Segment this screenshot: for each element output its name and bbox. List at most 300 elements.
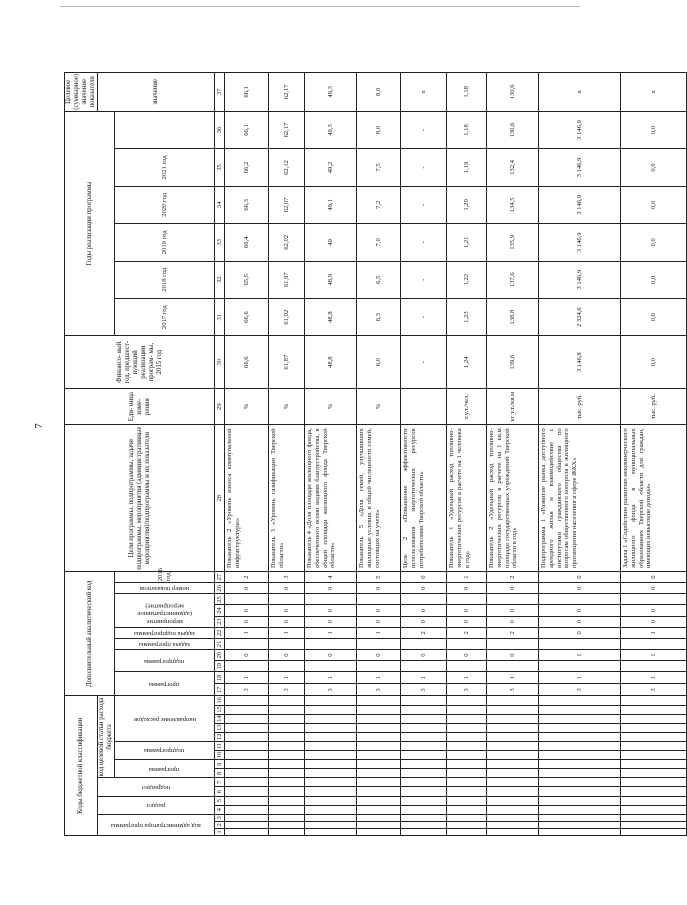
column-number: 5 <box>215 796 225 805</box>
header-indicator-number: номер показателя <box>115 583 215 594</box>
analytic-code-cell: 1 <box>447 572 487 583</box>
table-row <box>225 73 269 836</box>
budget-code-cell <box>447 778 487 787</box>
budget-code-cell <box>487 814 539 821</box>
budget-code-cell <box>487 723 539 732</box>
budget-code-cell <box>269 769 305 778</box>
budget-code-cell <box>357 769 401 778</box>
analytic-code-cell: 0 <box>269 583 305 594</box>
budget-code-cell <box>621 814 687 821</box>
row-year-value: 7,0 <box>357 224 401 261</box>
budget-code-cell <box>225 705 269 714</box>
budget-code-cell <box>401 732 447 741</box>
analytic-code-cell <box>621 661 687 672</box>
analytic-code-cell <box>357 638 401 649</box>
header-additional-code: Дополнительный аналитический код <box>65 572 115 696</box>
header-subprogram: подпрограмма <box>115 742 215 760</box>
row-year-value: 66,1 <box>225 111 269 149</box>
budget-code-cell <box>269 821 305 828</box>
analytic-code-cell: 3 <box>269 684 305 696</box>
budget-code-cell <box>447 821 487 828</box>
analytic-code-cell <box>621 594 687 605</box>
budget-code-cell <box>269 732 305 741</box>
budget-code-cell <box>621 714 687 723</box>
budget-code-cell <box>305 723 357 732</box>
budget-code-cell <box>539 742 621 751</box>
budget-code-cell <box>621 796 687 805</box>
row-year-value: 66,2 <box>225 149 269 186</box>
analytic-code-cell: 1 <box>225 627 269 638</box>
row-year-value: 132,4 <box>487 149 539 186</box>
row-year-value: 1,20 <box>447 186 487 223</box>
budget-code-cell <box>401 787 447 796</box>
analytic-code-cell: 0 <box>539 627 621 638</box>
budget-code-cell <box>305 796 357 805</box>
row-unit: % <box>305 388 357 424</box>
row-year-value: 3 146,9 <box>539 149 621 186</box>
row-unit: % <box>225 388 269 424</box>
analytic-code-cell: 0 <box>539 572 621 583</box>
column-number: 22 <box>215 627 225 638</box>
row-name: Показатель 2 «Уровень износа коммунальной инфраструктуры» <box>225 425 269 572</box>
row-year-value: 2 324,6 <box>539 298 621 335</box>
budget-code-cell <box>269 805 305 814</box>
analytic-code-cell <box>447 594 487 605</box>
analytic-code-cell: 0 <box>269 650 305 661</box>
analytic-code-cell: 0 <box>357 650 401 661</box>
row-unit: % <box>357 388 401 424</box>
analytic-code-cell: 2 <box>225 572 269 583</box>
budget-code-cell <box>225 760 269 769</box>
budget-code-cell <box>357 805 401 814</box>
analytic-code-cell: 0 <box>401 616 447 627</box>
budget-code-cell <box>401 742 447 751</box>
column-number: 27 <box>215 572 225 583</box>
header-years-group: Годы реализации программы <box>65 111 115 336</box>
table-row <box>447 73 487 836</box>
rotated-sheet <box>64 72 657 836</box>
budget-code-cell <box>357 760 401 769</box>
budget-code-cell <box>447 742 487 751</box>
budget-code-cell <box>225 821 269 828</box>
budget-code-cell <box>401 714 447 723</box>
row-year-value: 65,5 <box>225 261 269 298</box>
budget-code-cell <box>447 828 487 835</box>
analytic-code-cell: 0 <box>539 616 621 627</box>
page-number: 7 <box>32 423 45 429</box>
column-number: 25 <box>215 594 225 605</box>
budget-code-cell <box>357 787 401 796</box>
row-year-value: 49,2 <box>305 149 357 186</box>
budget-code-cell <box>225 714 269 723</box>
analytic-code-cell <box>269 594 305 605</box>
column-number: 11 <box>215 742 223 750</box>
row-unit: т.у.т./чел. <box>447 388 487 424</box>
budget-code-cell <box>539 723 621 732</box>
analytic-code-cell: 0 <box>305 583 357 594</box>
row-year-value: 0,0 <box>621 111 687 149</box>
column-number: 34 <box>215 186 225 223</box>
budget-code-cell <box>269 814 305 821</box>
analytic-code-cell: 0 <box>539 583 621 594</box>
budget-code-cell <box>539 751 621 760</box>
program-table <box>64 72 687 836</box>
budget-code-cell <box>539 769 621 778</box>
analytic-code-cell: 3 <box>269 572 305 583</box>
budget-code-cell <box>401 705 447 714</box>
analytic-code-cell: 1 <box>539 650 621 661</box>
row-name: Подпрограмма 1 «Развитие рынка доступного арендного жилья и взаимодействие с институтами гражданского общества по вопросам общественного контроля в жилищного просвещения населения в сфере ЖКХ» <box>539 425 621 572</box>
budget-code-cell <box>305 814 357 821</box>
row-name: Показатель 2 «Удельный расход топливно-энергетических ресурсов в расчете на 1 кв.м площади государственных учреждений Тверской области в год» <box>487 425 539 572</box>
budget-code-cell <box>357 696 401 705</box>
budget-code-cell <box>305 778 357 787</box>
header-year-2016: 2016 год <box>115 572 215 583</box>
budget-code-cell <box>621 828 687 835</box>
analytic-code-cell: 0 <box>305 605 357 616</box>
budget-code-cell <box>621 760 687 769</box>
column-number: 24 <box>215 605 225 616</box>
row-unit <box>401 388 447 424</box>
row-year-value: 137,6 <box>487 261 539 298</box>
budget-code-cell <box>487 696 539 705</box>
budget-code-cell <box>487 769 539 778</box>
analytic-code-cell: 0 <box>487 605 539 616</box>
row-year-value: 62,17 <box>269 111 305 149</box>
budget-code-cell <box>269 696 305 705</box>
budget-code-cell <box>447 751 487 760</box>
row-year-value: 3 146,9 <box>539 224 621 261</box>
budget-code-cell <box>225 732 269 741</box>
budget-code-cell <box>357 705 401 714</box>
analytic-code-cell: 1 <box>621 672 687 684</box>
analytic-code-cell: 1 <box>621 627 687 638</box>
row-year-value: 62,02 <box>269 224 305 261</box>
analytic-code-cell: 1 <box>539 672 621 684</box>
budget-code-cell <box>447 787 487 796</box>
budget-code-cell <box>447 696 487 705</box>
budget-code-cell <box>357 742 401 751</box>
analytic-code-cell <box>269 638 305 649</box>
header-add-subprogram: подпрограмма <box>115 650 215 672</box>
header-name: Цели программы, подпрограммы, задачи подпрограммы, мероприятия (административные мероприятия)/подпрограммы и их показатели <box>65 425 215 572</box>
row-year-value: 61,97 <box>269 261 305 298</box>
budget-code-cell <box>539 714 621 723</box>
analytic-code-cell: 3 <box>305 684 357 696</box>
budget-code-cell <box>539 787 621 796</box>
table-row <box>539 73 621 836</box>
analytic-code-cell: 3 <box>621 684 687 696</box>
budget-code-cell <box>539 705 621 714</box>
row-year-value: 7,5 <box>357 149 401 186</box>
budget-code-cell <box>447 814 487 821</box>
analytic-code-cell: 1 <box>305 627 357 638</box>
row-year-value: 49 <box>305 224 357 261</box>
row-unit: тыс. руб. <box>539 388 621 424</box>
analytic-code-cell: 1 <box>269 627 305 638</box>
row-year-value: 0,0 <box>621 149 687 186</box>
budget-code-cell <box>539 796 621 805</box>
budget-code-cell <box>487 705 539 714</box>
budget-code-cell <box>447 796 487 805</box>
column-number: 28 <box>215 425 225 572</box>
header-year-2021: 2021 год <box>115 149 215 186</box>
row-year-value: 6,3 <box>357 298 401 335</box>
column-number: 13 <box>215 724 223 731</box>
analytic-code-cell: 2 <box>401 627 447 638</box>
column-number: 2 <box>215 823 223 827</box>
row-year-value: 66,3 <box>225 186 269 223</box>
budget-code-cell <box>487 796 539 805</box>
analytic-code-cell: 0 <box>225 616 269 627</box>
row-name: Цель 2 «Повышение эффективности использования энергетических ресурсов потребителями Тверской области» <box>401 425 447 572</box>
analytic-code-cell <box>305 661 357 672</box>
row-fin-year-value: 1,24 <box>447 336 487 389</box>
budget-code-cell <box>539 821 621 828</box>
row-year-value: 48,9 <box>305 261 357 298</box>
budget-code-cell <box>621 742 687 751</box>
analytic-code-cell <box>357 594 401 605</box>
analytic-code-cell <box>225 661 269 672</box>
header-target-value: Целевое (суммарное) значение показателя <box>65 73 97 110</box>
table-row <box>621 73 687 836</box>
row-year-value: 134,5 <box>487 186 539 223</box>
budget-code-cell <box>539 814 621 821</box>
budget-code-cell <box>401 828 447 835</box>
analytic-code-cell: 0 <box>621 572 687 583</box>
column-number: 9 <box>215 760 225 769</box>
column-number: 17 <box>215 684 225 696</box>
row-unit: кг у.т./кв.м <box>487 388 539 424</box>
budget-code-cell <box>447 705 487 714</box>
budget-code-cell <box>401 696 447 705</box>
table-body <box>225 73 687 836</box>
budget-code-cell <box>305 805 357 814</box>
row-year-value: 1,22 <box>447 261 487 298</box>
budget-code-cell <box>621 805 687 814</box>
budget-code-cell <box>305 732 357 741</box>
budget-code-cell <box>269 760 305 769</box>
analytic-code-cell: 0 <box>357 616 401 627</box>
row-year-value: 138,8 <box>487 298 539 335</box>
table-header <box>65 73 225 836</box>
column-number: 30 <box>215 336 225 389</box>
analytic-code-cell: 0 <box>401 650 447 661</box>
row-year-value: 0,0 <box>621 186 687 223</box>
analytic-code-cell: 0 <box>225 650 269 661</box>
row-year-value: 62,07 <box>269 186 305 223</box>
column-number: 18 <box>215 672 225 684</box>
budget-code-cell <box>487 805 539 814</box>
row-year-value: 3 146,9 <box>539 111 621 149</box>
analytic-code-cell: 3 <box>401 684 447 696</box>
row-year-value: 48,8 <box>305 298 357 335</box>
analytic-code-cell: 0 <box>357 605 401 616</box>
budget-code-cell <box>447 760 487 769</box>
column-number: 23 <box>215 616 225 627</box>
analytic-code-cell: 0 <box>447 605 487 616</box>
budget-code-cell <box>305 769 357 778</box>
column-number: 36 <box>215 111 225 149</box>
column-number: 8 <box>215 769 225 778</box>
header-year-2017: 2017 год <box>115 298 215 335</box>
row-fin-year-value: 6,0 <box>357 336 401 389</box>
row-fin-year-value: 0,0 <box>621 336 687 389</box>
analytic-code-cell <box>401 594 447 605</box>
header-unit: Еди- ница изме- рения <box>65 388 215 424</box>
analytic-code-cell <box>487 661 539 672</box>
row-name: Задача 1 «Содействие развитию некоммерческого жилищного фонда в муниципальных образованиях Тверской области для граждан, имеющих невысокие доходы» <box>621 425 687 572</box>
row-year-value: 61,92 <box>269 298 305 335</box>
column-number: 19 <box>215 661 225 672</box>
budget-code-cell <box>357 828 401 835</box>
budget-code-cell <box>621 696 687 705</box>
row-name: Показатель 3 «Уровень газификации Тверской области» <box>269 425 305 572</box>
analytic-code-cell: 2 <box>447 627 487 638</box>
budget-code-cell <box>305 751 357 760</box>
table-row <box>401 73 447 836</box>
budget-code-cell <box>305 714 357 723</box>
analytic-code-cell: 1 <box>269 672 305 684</box>
analytic-code-cell: 0 <box>269 605 305 616</box>
row-year-value: - <box>401 298 447 335</box>
column-number: 4 <box>215 805 225 814</box>
budget-code-cell <box>225 696 269 705</box>
budget-code-cell <box>621 787 687 796</box>
budget-code-cell <box>305 821 357 828</box>
column-number: 21 <box>215 638 225 649</box>
row-target-value: x <box>621 73 687 112</box>
row-year-value: - <box>401 261 447 298</box>
budget-code-cell <box>269 828 305 835</box>
budget-code-cell <box>357 778 401 787</box>
header-measure: мероприятие (административное мероприятие) <box>115 594 215 627</box>
row-year-value: 7,2 <box>357 186 401 223</box>
budget-code-cell <box>225 769 269 778</box>
budget-code-cell <box>621 751 687 760</box>
header-task-program: задача программы <box>115 638 215 649</box>
row-year-value: 6,5 <box>357 261 401 298</box>
analytic-code-cell: 0 <box>447 616 487 627</box>
row-year-value: 66,6 <box>225 298 269 335</box>
row-target-value: x <box>539 73 621 112</box>
budget-code-cell <box>225 814 269 821</box>
header-fin-year: Финансо- вый год, предшест- вующий реализации програм- мы, 2015 год <box>65 336 215 389</box>
budget-code-cell <box>225 751 269 760</box>
budget-code-cell <box>621 732 687 741</box>
header-subsection: подраздел <box>98 778 215 796</box>
budget-code-cell <box>225 742 269 751</box>
analytic-code-cell <box>269 661 305 672</box>
budget-code-cell <box>269 787 305 796</box>
header-budget-classification: Коды бюджетной классификации <box>65 696 98 836</box>
table-row <box>269 73 305 836</box>
row-year-value: 0,0 <box>621 261 687 298</box>
row-fin-year-value: 48,8 <box>305 336 357 389</box>
row-year-value: - <box>401 149 447 186</box>
column-number: 31 <box>215 298 225 335</box>
header-expense-direction: направление расходов <box>115 696 215 742</box>
analytic-code-cell: 1 <box>487 672 539 684</box>
column-number: 7 <box>215 778 225 787</box>
row-name: Показатель 5 «Доля семей, улучшивших жилищные условия, в общей численности семей, состоящих на учете» <box>357 425 401 572</box>
analytic-code-cell: 1 <box>447 672 487 684</box>
analytic-code-cell <box>539 594 621 605</box>
budget-code-cell <box>357 814 401 821</box>
analytic-code-cell: 0 <box>487 583 539 594</box>
budget-code-cell <box>401 805 447 814</box>
column-number: 20 <box>215 650 225 661</box>
column-number: 26 <box>215 583 225 594</box>
analytic-code-cell: 3 <box>487 684 539 696</box>
budget-code-cell <box>487 760 539 769</box>
budget-code-cell <box>401 723 447 732</box>
budget-code-cell <box>269 723 305 732</box>
row-unit: тыс. руб. <box>621 388 687 424</box>
column-number: 14 <box>215 715 223 722</box>
analytic-code-cell: 1 <box>357 672 401 684</box>
budget-code-cell <box>269 705 305 714</box>
analytic-code-cell: 0 <box>621 583 687 594</box>
analytic-code-cell: 1 <box>225 672 269 684</box>
budget-code-cell <box>447 714 487 723</box>
analytic-code-cell: 0 <box>305 616 357 627</box>
row-year-value: 1,23 <box>447 298 487 335</box>
budget-code-cell <box>225 778 269 787</box>
budget-code-cell <box>269 714 305 723</box>
analytic-code-cell: 0 <box>401 583 447 594</box>
row-target-value: 49,3 <box>305 73 357 112</box>
header-value: значение <box>98 73 215 112</box>
budget-code-cell <box>539 760 621 769</box>
header-section: раздел <box>98 796 215 814</box>
row-year-value: 130,6 <box>487 111 539 149</box>
analytic-code-cell: 5 <box>357 572 401 583</box>
budget-code-cell <box>401 751 447 760</box>
row-year-value: - <box>401 111 447 149</box>
budget-code-cell <box>447 723 487 732</box>
column-number: 16 <box>215 697 223 704</box>
budget-code-cell <box>621 769 687 778</box>
column-numbers-row <box>215 73 225 836</box>
header-add-program: программа <box>115 672 215 696</box>
budget-code-cell <box>539 696 621 705</box>
top-rule <box>60 6 580 7</box>
row-year-value: - <box>401 186 447 223</box>
rotated-content <box>64 72 657 836</box>
budget-code-cell <box>621 723 687 732</box>
budget-code-cell <box>401 778 447 787</box>
row-name: Показатель 4 «Доля площади жилищного фонда, обеспеченного всеми видами благоустройства, в общей площади жилищного фонда Тверской области» <box>305 425 357 572</box>
analytic-code-cell <box>401 661 447 672</box>
row-year-value: 49,1 <box>305 186 357 223</box>
row-year-value: 62,12 <box>269 149 305 186</box>
row-year-value: 8,0 <box>357 111 401 149</box>
analytic-code-cell: 3 <box>357 684 401 696</box>
analytic-code-cell <box>539 661 621 672</box>
header-target-article: код целевой статьи расхода бюджета <box>98 697 114 777</box>
column-number: 29 <box>215 388 225 424</box>
analytic-code-cell: 0 <box>487 616 539 627</box>
row-target-value: 8,0 <box>357 73 401 112</box>
budget-code-cell <box>621 705 687 714</box>
budget-code-cell <box>305 760 357 769</box>
budget-code-cell <box>357 751 401 760</box>
analytic-code-cell <box>305 638 357 649</box>
row-year-value: 1,19 <box>447 149 487 186</box>
row-year-value: 0,0 <box>621 224 687 261</box>
analytic-code-cell: 0 <box>621 616 687 627</box>
